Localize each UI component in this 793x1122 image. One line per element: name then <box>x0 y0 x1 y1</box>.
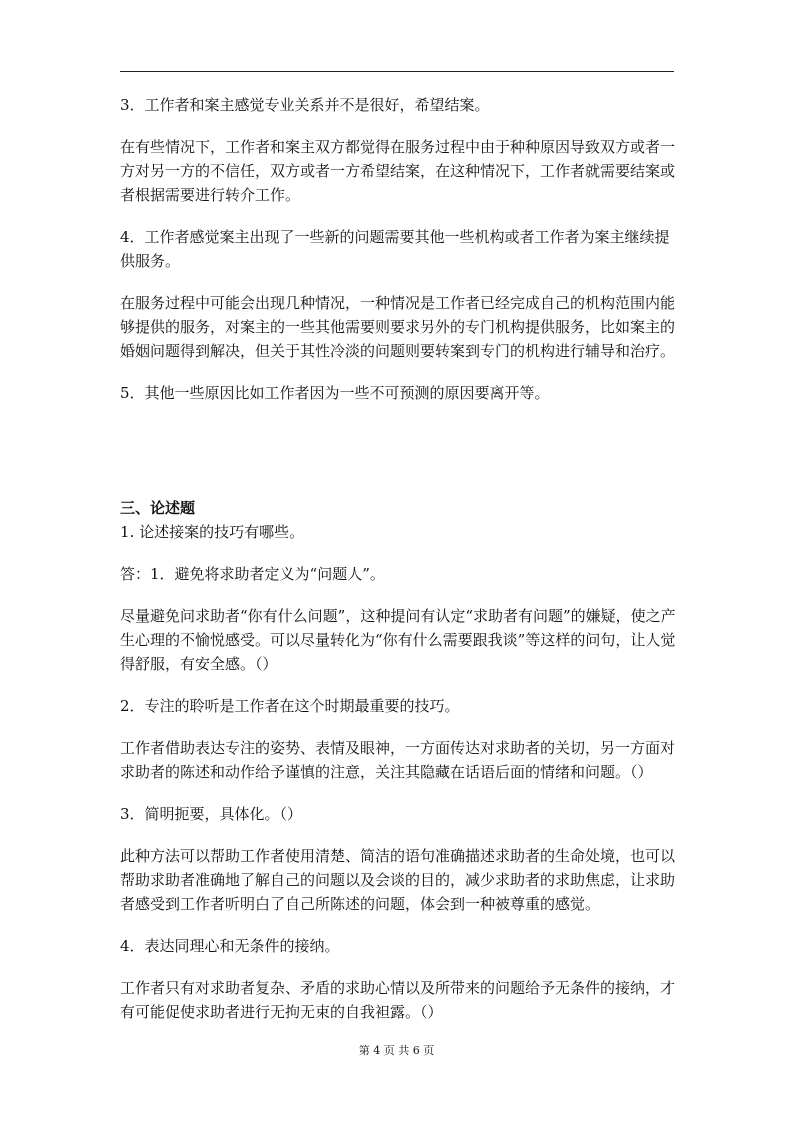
question: 1. 论述接案的技巧有哪些。 <box>120 523 305 541</box>
paragraph: 工作者借助表达专注的姿势、表情及眼神，一方面传达对求助者的关切，另一方面对求助者的陈述和动作给予谨慎的注意，关注其隐藏在话语后面的情绪和问题。（） <box>120 739 676 781</box>
paragraph: 在有些情况下，工作者和案主双方都觉得在服务过程中由于种种原因导致双方或者一方对另一方的不信任，双方或者一方希望结案，在这种情况下，工作者就需要结案或者根据需要进行转介工作。 <box>120 138 676 204</box>
paragraph: 在服务过程中可能会出现几种情况，一种情况是工作者已经完成自己的机构范围内能够提供的服务，对案主的一些其他需要则要求另外的专门机构提供服务，比如案主的婚姻问题得到解决，但关于其性冷淡的问题则要转案到专门的机构进行辅导和治疗。 <box>120 294 676 360</box>
page-footer: 第 4 页 共 6 页 <box>358 1044 435 1057</box>
answer-item-2: 2．专注的聆听是工作者在这个时期最重要的技巧。 <box>120 697 460 715</box>
answer-item-1: 答：1．避免将求助者定义为“问题人”。 <box>120 565 385 583</box>
page-body <box>120 93 680 1024</box>
answer-item-4: 4．表达同理心和无条件的接纳。 <box>120 937 340 955</box>
answer-item-3: 3．简明扼要，具体化。（） <box>120 805 303 823</box>
header-rule <box>120 71 674 72</box>
paragraph: 此种方法可以帮助工作者使用清楚、简洁的语句准确描述求助者的生命处境，也可以帮助求助者准确地了解自己的问题以及会谈的目的，减少求助者的求助焦虑，让求助者感受到工作者听明白了自己所陈述的问题，体会到一种被尊重的感觉。 <box>120 847 676 913</box>
list-item-5: 5．其他一些原因比如工作者因为一些不可预测的原因要离开等。 <box>120 384 550 402</box>
paragraph: 工作者只有对求助者复杂、矛盾的求助心情以及所带来的问题给予无条件的接纳，才有可能促使求助者进行无拘无束的自我袒露。（） <box>120 979 676 1021</box>
list-item-3: 3．工作者和案主感觉专业关系并不是很好，希望结案。 <box>120 96 490 114</box>
paragraph: 尽量避免问求助者“你有什么问题”，这种提问有认定“求助者有问题”的嫌疑，使之产生心理的不愉悦感受。可以尽量转化为“你有什么需要跟我谈”等这样的问句，让人觉得舒服，有安全感。（） <box>120 607 676 673</box>
list-item-4: 4．工作者感觉案主出现了一些新的问题需要其他一些机构或者工作者为案主继续提供服务。 <box>120 228 670 270</box>
section-heading: 三、论述题 <box>120 499 196 517</box>
